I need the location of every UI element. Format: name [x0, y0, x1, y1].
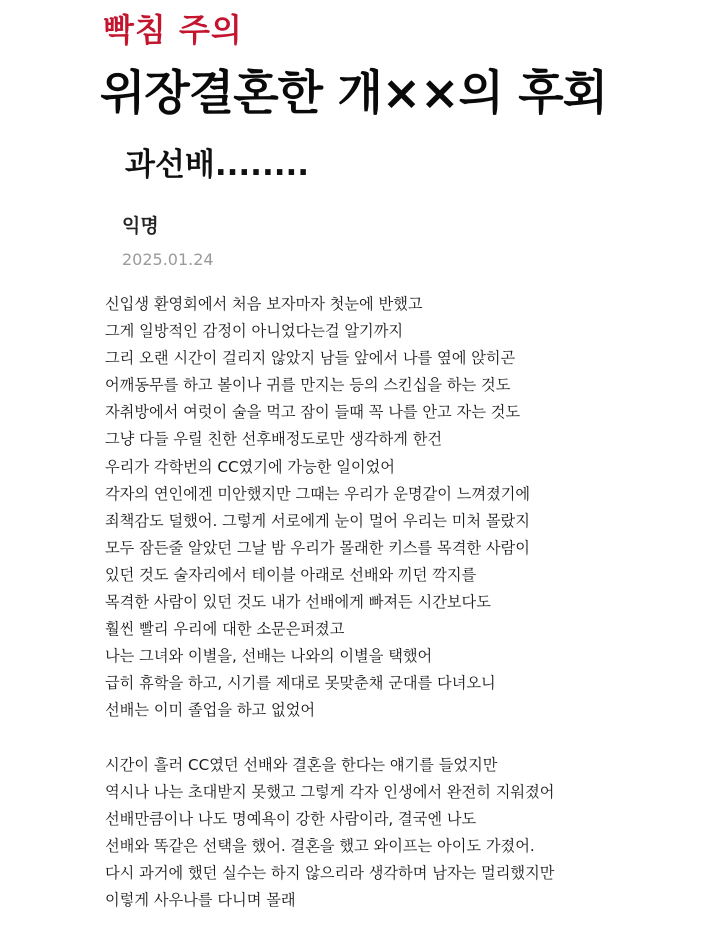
text-line: 선배는 이미 졸업을 하고 없었어 — [105, 701, 316, 720]
text-line: 이렇게 사우나를 다니며 몰래 — [105, 891, 296, 910]
text-line: 그게 일방적인 감정이 아니었다는걸 알기까지 — [105, 322, 404, 341]
text-line: 있던 것도 술자리에서 테이블 아래로 선배와 끼던 깍지를 — [105, 565, 477, 584]
text-line: 모두 잠든줄 알았던 그날 밤 우리가 몰래한 키스를 목격한 사람이 — [105, 538, 530, 557]
text-line: 신입생 환영회에서 처음 보자마자 첫눈에 반했고 — [105, 295, 423, 313]
text-line: 자취방에서 여럿이 술을 먹고 잠이 들때 꼭 나를 안고 자는 것도 — [105, 403, 521, 422]
author-name: 익명 — [122, 215, 159, 237]
text-line: 선배만큼이나 나도 명예욕이 강한 사람이라, 결국엔 나도 — [105, 809, 477, 828]
text-line: 우리가 각학번의 CC였기에 가능한 일이었어 — [105, 457, 395, 476]
paragraph — [105, 291, 695, 725]
subheadline: 과선배........ — [125, 147, 310, 183]
text-line: 각자의 연인에겐 미안했지만 그때는 우리가 운명같이 느껴졌기에 — [105, 484, 531, 503]
text-line: 역시나 나는 초대받지 못했고 그렇게 각자 인생에서 완전히 지워졌어 — [105, 782, 555, 801]
text-line: 훨씬 빨리 우리에 대한 소문은퍼졌고 — [105, 620, 345, 639]
text-line: 목격한 사람이 있던 것도 내가 선배에게 빠져든 시간보다도 — [105, 593, 491, 612]
post-body — [105, 291, 695, 914]
paragraph-gap — [105, 725, 695, 752]
headline: 위장결혼한 개××의 후회 — [100, 66, 608, 121]
text-line: 죄책감도 덜했어. 그렇게 서로에게 눈이 멀어 우리는 미처 몰랐지 — [105, 511, 530, 530]
text-line: 다시 과거에 했던 실수는 하지 않으리라 생각하며 남자는 멀리했지만 — [105, 863, 555, 882]
text-line: 그리 오랜 시간이 걸리지 않았지 남들 앞에서 나를 옆에 앉히곤 — [105, 349, 516, 368]
text-line: 어깨동무를 하고 볼이나 귀를 만지는 등의 스킨십을 하는 것도 — [105, 376, 511, 395]
text-line: 그냥 다들 우릴 친한 선후배정도로만 생각하게 한건 — [105, 430, 443, 449]
warning-label: 빡침 주의 — [103, 11, 243, 49]
text-line: 시간이 흘러 CC였던 선배와 결혼을 한다는 얘기를 들었지만 — [105, 755, 498, 774]
post-date: 2025.01.24 — [122, 250, 214, 269]
text-line: 선배와 똑같은 선택을 했어. 결혼을 했고 와이프는 아이도 가졌어. — [105, 836, 535, 855]
paragraph — [105, 752, 695, 915]
text-line: 급히 휴학을 하고, 시기를 제대로 못맞춘채 군대를 다녀오니 — [105, 674, 496, 693]
text-line: 나는 그녀와 이별을, 선배는 나와의 이별을 택했어 — [105, 647, 433, 666]
